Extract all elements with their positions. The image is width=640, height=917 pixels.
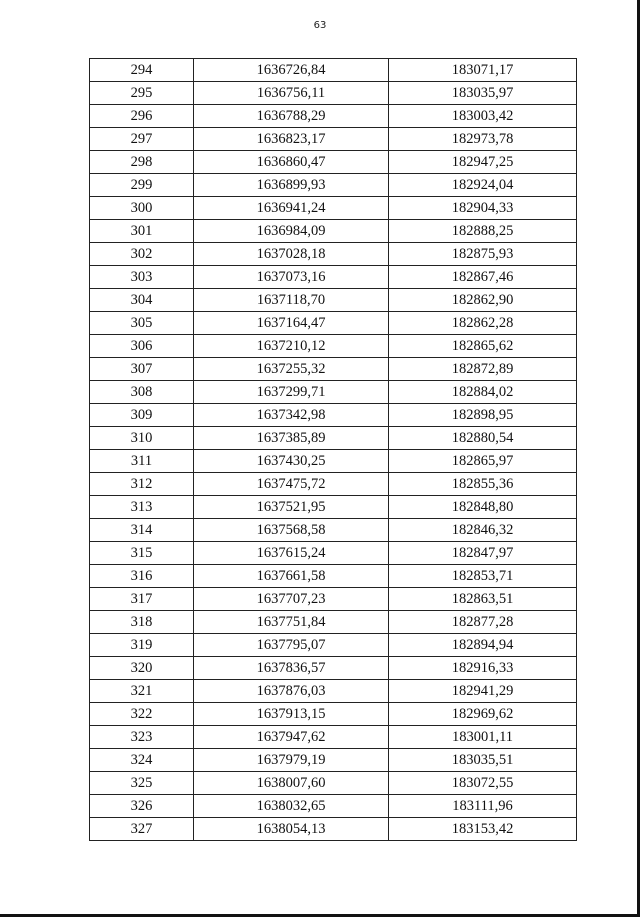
x-coordinate-cell: 1637255,32: [194, 358, 389, 381]
x-coordinate-cell: 1637751,84: [194, 611, 389, 634]
point-number-cell: 319: [90, 634, 194, 657]
table-row: [90, 335, 577, 358]
x-coordinate-cell: 1637661,58: [194, 565, 389, 588]
point-number-cell: 325: [90, 772, 194, 795]
point-number-cell: 307: [90, 358, 194, 381]
point-number-cell: 327: [90, 818, 194, 841]
y-coordinate-cell: 182848,80: [389, 496, 577, 519]
x-coordinate-cell: 1637947,62: [194, 726, 389, 749]
table-row: [90, 243, 577, 266]
y-coordinate-cell: 182863,51: [389, 588, 577, 611]
point-number-cell: 298: [90, 151, 194, 174]
y-coordinate-cell: 183111,96: [389, 795, 577, 818]
y-coordinate-cell: 182894,94: [389, 634, 577, 657]
x-coordinate-cell: 1637795,07: [194, 634, 389, 657]
table-row: [90, 151, 577, 174]
y-coordinate-cell: 182904,33: [389, 197, 577, 220]
x-coordinate-cell: 1637521,95: [194, 496, 389, 519]
point-number-cell: 294: [90, 59, 194, 82]
point-number-cell: 301: [90, 220, 194, 243]
point-number-cell: 324: [90, 749, 194, 772]
x-coordinate-cell: 1637475,72: [194, 473, 389, 496]
coordinates-table: [89, 58, 577, 841]
y-coordinate-cell: 183001,11: [389, 726, 577, 749]
x-coordinate-cell: 1637210,12: [194, 335, 389, 358]
y-coordinate-cell: 182862,28: [389, 312, 577, 335]
x-coordinate-cell: 1637836,57: [194, 657, 389, 680]
x-coordinate-cell: 1637615,24: [194, 542, 389, 565]
y-coordinate-cell: 182862,90: [389, 289, 577, 312]
y-coordinate-cell: 182853,71: [389, 565, 577, 588]
table-row: [90, 611, 577, 634]
x-coordinate-cell: 1637028,18: [194, 243, 389, 266]
x-coordinate-cell: 1637979,19: [194, 749, 389, 772]
table-row: [90, 450, 577, 473]
y-coordinate-cell: 182898,95: [389, 404, 577, 427]
point-number-cell: 302: [90, 243, 194, 266]
point-number-cell: 304: [90, 289, 194, 312]
table-row: [90, 519, 577, 542]
point-number-cell: 318: [90, 611, 194, 634]
table-row: [90, 473, 577, 496]
y-coordinate-cell: 182865,62: [389, 335, 577, 358]
point-number-cell: 317: [90, 588, 194, 611]
y-coordinate-cell: 183035,97: [389, 82, 577, 105]
table-row: [90, 197, 577, 220]
table-row: [90, 105, 577, 128]
table-row: [90, 289, 577, 312]
x-coordinate-cell: 1636756,11: [194, 82, 389, 105]
y-coordinate-cell: 183071,17: [389, 59, 577, 82]
x-coordinate-cell: 1638054,13: [194, 818, 389, 841]
x-coordinate-cell: 1636726,84: [194, 59, 389, 82]
point-number-cell: 299: [90, 174, 194, 197]
x-coordinate-cell: 1637073,16: [194, 266, 389, 289]
point-number-cell: 320: [90, 657, 194, 680]
x-coordinate-cell: 1637164,47: [194, 312, 389, 335]
x-coordinate-cell: 1636899,93: [194, 174, 389, 197]
y-coordinate-cell: 182877,28: [389, 611, 577, 634]
point-number-cell: 313: [90, 496, 194, 519]
table-row: [90, 772, 577, 795]
y-coordinate-cell: 182888,25: [389, 220, 577, 243]
x-coordinate-cell: 1636788,29: [194, 105, 389, 128]
x-coordinate-cell: 1637118,70: [194, 289, 389, 312]
table-row: [90, 703, 577, 726]
table-row: [90, 312, 577, 335]
x-coordinate-cell: 1637913,15: [194, 703, 389, 726]
point-number-cell: 312: [90, 473, 194, 496]
y-coordinate-cell: 183035,51: [389, 749, 577, 772]
table-row: [90, 358, 577, 381]
coordinates-table-body: [90, 59, 577, 841]
point-number-cell: 296: [90, 105, 194, 128]
x-coordinate-cell: 1636860,47: [194, 151, 389, 174]
table-row: [90, 381, 577, 404]
y-coordinate-cell: 182941,29: [389, 680, 577, 703]
table-row: [90, 634, 577, 657]
table-row: [90, 565, 577, 588]
point-number-cell: 326: [90, 795, 194, 818]
table-row: [90, 427, 577, 450]
x-coordinate-cell: 1636941,24: [194, 197, 389, 220]
table-row: [90, 266, 577, 289]
point-number-cell: 310: [90, 427, 194, 450]
table-row: [90, 749, 577, 772]
page-number: 63: [313, 20, 327, 31]
x-coordinate-cell: 1637430,25: [194, 450, 389, 473]
y-coordinate-cell: 182880,54: [389, 427, 577, 450]
y-coordinate-cell: 182847,97: [389, 542, 577, 565]
table-row: [90, 680, 577, 703]
x-coordinate-cell: 1637299,71: [194, 381, 389, 404]
point-number-cell: 314: [90, 519, 194, 542]
x-coordinate-cell: 1638032,65: [194, 795, 389, 818]
table-row: [90, 542, 577, 565]
point-number-cell: 295: [90, 82, 194, 105]
x-coordinate-cell: 1637876,03: [194, 680, 389, 703]
x-coordinate-cell: 1636823,17: [194, 128, 389, 151]
table-row: [90, 220, 577, 243]
point-number-cell: 323: [90, 726, 194, 749]
point-number-cell: 321: [90, 680, 194, 703]
point-number-cell: 306: [90, 335, 194, 358]
point-number-cell: 315: [90, 542, 194, 565]
y-coordinate-cell: 182924,04: [389, 174, 577, 197]
y-coordinate-cell: 182865,97: [389, 450, 577, 473]
point-number-cell: 309: [90, 404, 194, 427]
table-row: [90, 174, 577, 197]
y-coordinate-cell: 183003,42: [389, 105, 577, 128]
x-coordinate-cell: 1638007,60: [194, 772, 389, 795]
x-coordinate-cell: 1636984,09: [194, 220, 389, 243]
point-number-cell: 308: [90, 381, 194, 404]
table-row: [90, 496, 577, 519]
point-number-cell: 303: [90, 266, 194, 289]
y-coordinate-cell: 182875,93: [389, 243, 577, 266]
y-coordinate-cell: 182916,33: [389, 657, 577, 680]
point-number-cell: 322: [90, 703, 194, 726]
point-number-cell: 297: [90, 128, 194, 151]
x-coordinate-cell: 1637342,98: [194, 404, 389, 427]
point-number-cell: 311: [90, 450, 194, 473]
y-coordinate-cell: 182969,62: [389, 703, 577, 726]
table-row: [90, 795, 577, 818]
table-row: [90, 59, 577, 82]
point-number-cell: 300: [90, 197, 194, 220]
point-number-cell: 316: [90, 565, 194, 588]
table-row: [90, 726, 577, 749]
y-coordinate-cell: 183153,42: [389, 818, 577, 841]
table-row: [90, 404, 577, 427]
table-row: [90, 588, 577, 611]
table-row: [90, 82, 577, 105]
x-coordinate-cell: 1637568,58: [194, 519, 389, 542]
y-coordinate-cell: 182846,32: [389, 519, 577, 542]
y-coordinate-cell: 182872,89: [389, 358, 577, 381]
table-row: [90, 818, 577, 841]
y-coordinate-cell: 182884,02: [389, 381, 577, 404]
y-coordinate-cell: 182947,25: [389, 151, 577, 174]
table-row: [90, 657, 577, 680]
point-number-cell: 305: [90, 312, 194, 335]
y-coordinate-cell: 182867,46: [389, 266, 577, 289]
y-coordinate-cell: 183072,55: [389, 772, 577, 795]
table-row: [90, 128, 577, 151]
y-coordinate-cell: 182973,78: [389, 128, 577, 151]
x-coordinate-cell: 1637707,23: [194, 588, 389, 611]
y-coordinate-cell: 182855,36: [389, 473, 577, 496]
x-coordinate-cell: 1637385,89: [194, 427, 389, 450]
